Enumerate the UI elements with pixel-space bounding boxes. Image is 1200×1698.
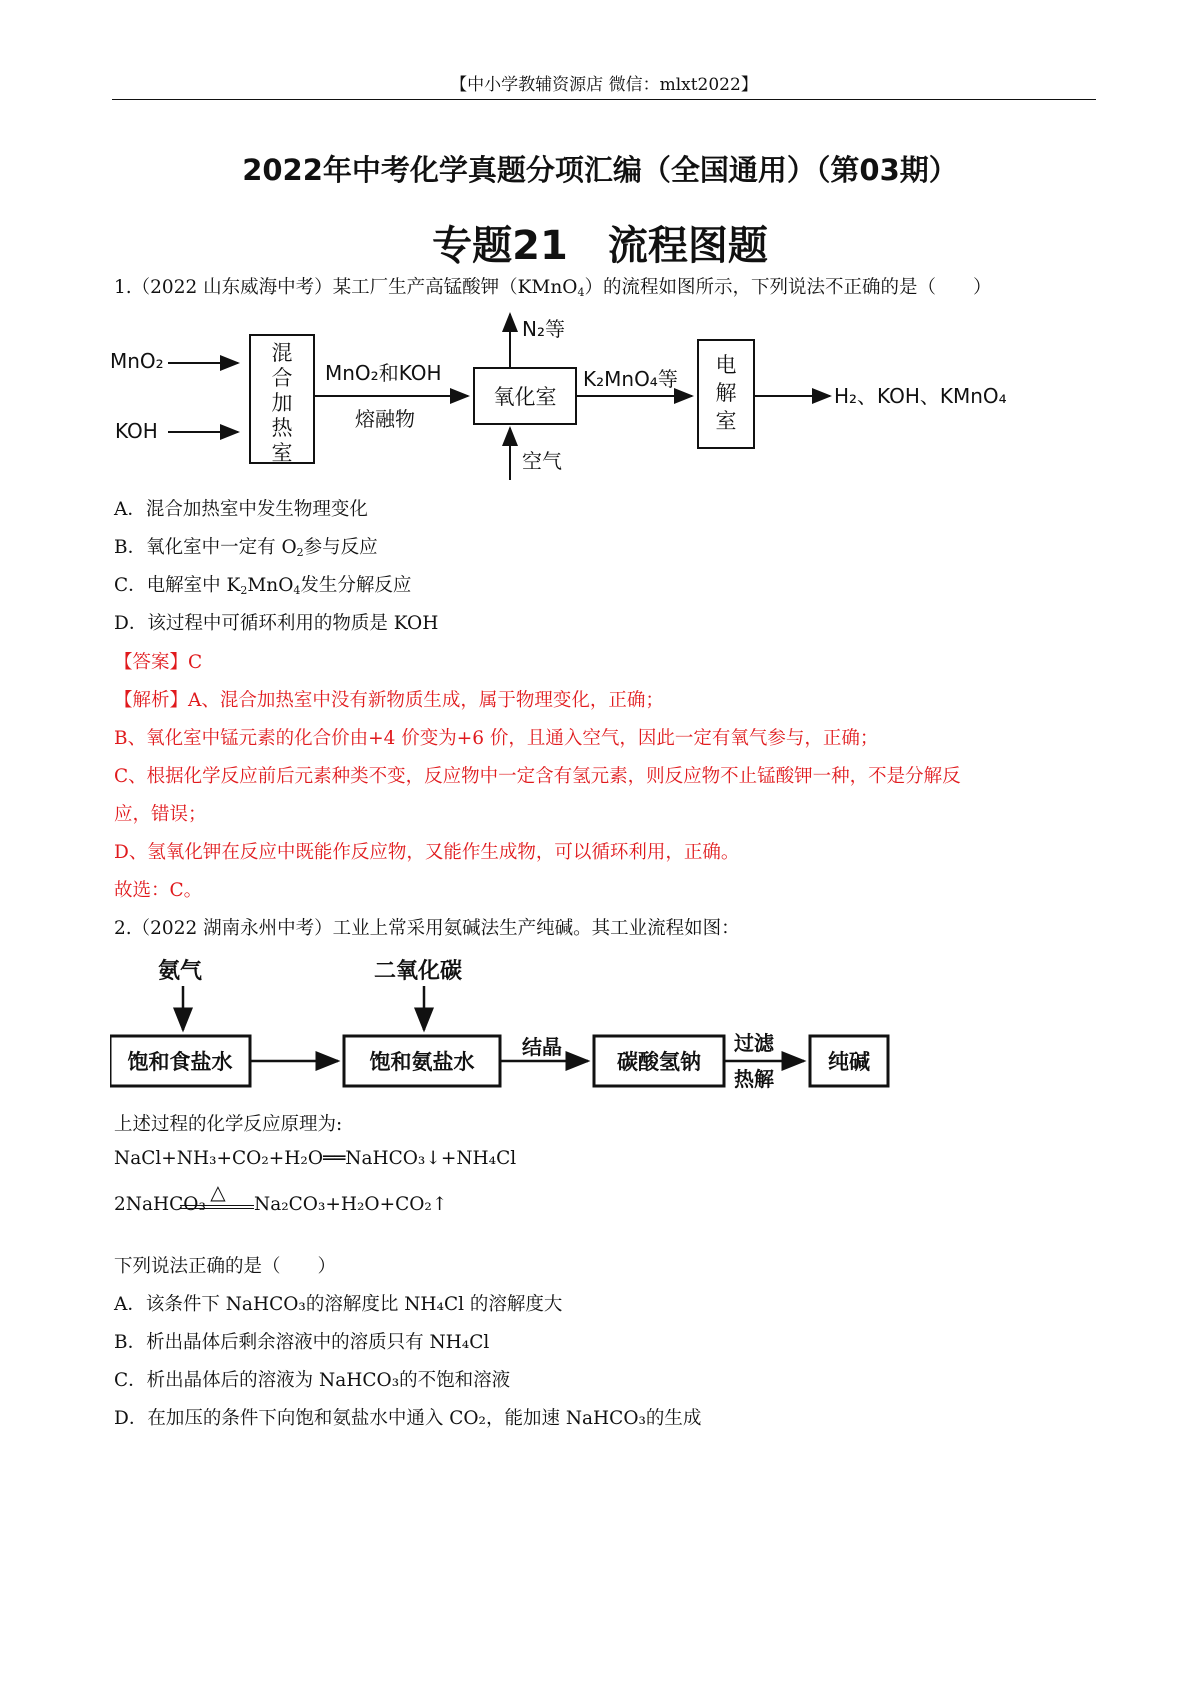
topic-name: 流程图题 <box>607 223 768 269</box>
q1-label-n2: N₂等 <box>522 317 565 341</box>
q2-label-crystallize: 结晶 <box>522 1035 562 1059</box>
eq2-left: 2NaHCO₃ <box>114 1194 206 1215</box>
q1-option-a: A．混合加热室中发生物理变化 <box>114 499 368 520</box>
q1-option-d: D．该过程中可循环利用的物质是 KOH <box>114 613 439 634</box>
q2-option-c: C．析出晶体后的溶液为 NaHCO₃的不饱和溶液 <box>114 1370 511 1391</box>
q1-box1-char: 加 <box>271 391 293 415</box>
q2-box2-label: 饱和氨盐水 <box>369 1050 475 1074</box>
q2-principle: 上述过程的化学反应原理为: <box>114 1114 343 1135</box>
q1-choice: 故选：C。 <box>114 880 203 901</box>
header-rule <box>112 99 1096 100</box>
q2-box4-label: 纯碱 <box>828 1050 870 1074</box>
q1-label-melt-top: MnO₂和KOH <box>325 361 442 385</box>
q2-stem: 2.（2022 湖南永州中考）工业上常采用氨碱法生产纯碱。其工业流程如图： <box>114 918 740 939</box>
q1-input-mno2: MnO₂ <box>110 349 164 373</box>
q1-box3-char: 电 <box>715 353 737 377</box>
q1-analysis-a: 【解析】A、混合加热室中没有新物质生成，属于物理变化，正确； <box>114 690 664 711</box>
q2-flow-diagram <box>110 950 910 1098</box>
q1-analysis-d: D、氢氧化钾在反应中既能作反应物，又能作生成物，可以循环利用，正确。 <box>114 842 740 863</box>
q1-label-melt-bottom: 熔融物 <box>355 407 415 431</box>
q2-option-a: A．该条件下 NaHCO₃的溶解度比 NH₄Cl 的溶解度大 <box>114 1294 563 1315</box>
q1-input-koh: KOH <box>115 419 158 443</box>
q2-input-ammonia: 氨气 <box>158 959 203 984</box>
q1-option-b: B．氧化室中一定有 $O_2$参与反应 <box>114 537 378 559</box>
q2-equation-1: NaCl+NH₃+CO₂+H₂O══NaHCO₃↓+NH₄Cl <box>114 1148 517 1169</box>
q1-option-c: C．电解室中 $K_2MnO_4$发生分解反应 <box>114 575 412 597</box>
q2-box3-label: 碳酸氢钠 <box>617 1050 701 1074</box>
q2-prompt: 下列说法正确的是（ ） <box>114 1256 337 1277</box>
q2-label-filter: 过滤 <box>734 1031 774 1055</box>
q2-input-co2: 二氧化碳 <box>374 959 463 984</box>
q1-analysis-c-cont: 应，错误； <box>114 804 207 825</box>
q2-label-pyrolysis: 热解 <box>734 1067 774 1091</box>
eq2-right: Na₂CO₃+H₂O+CO₂↑ <box>254 1194 448 1215</box>
q2-equation-2 <box>114 1180 1104 1224</box>
q1-label-k2mno4: K₂MnO₄等 <box>583 367 678 391</box>
q2-option-d: D．在加压的条件下向饱和氨盐水中通入 CO₂，能加速 NaHCO₃的生成 <box>114 1408 702 1429</box>
q2-option-b: B．析出晶体后剩余溶液中的溶质只有 NH₄Cl <box>114 1332 490 1353</box>
q1-flow-diagram <box>110 310 1010 485</box>
q1-label-air: 空气 <box>522 449 562 473</box>
topic-label: 专题21 <box>432 223 568 269</box>
q1-stem: 1.（2022 山东威海中考）某工厂生产高锰酸钾（KMnO$_4$）的流程如图所示，下列说法不正确的是（ ） <box>114 277 992 299</box>
q1-answer: 【答案】C <box>114 652 203 673</box>
q1-box3-char: 解 <box>715 381 737 405</box>
q1-box2-label: 氧化室 <box>493 385 557 409</box>
q1-box1-char: 室 <box>271 441 293 465</box>
q1-box1-char: 合 <box>271 366 293 390</box>
eq2-equals-sign <box>180 1205 254 1209</box>
doc-title: 2022年中考化学真题分项汇编（全国通用）（第03期） <box>242 153 958 187</box>
q2-box1-label: 饱和食盐水 <box>127 1050 233 1074</box>
topic-title <box>0 214 1200 271</box>
page-header: 【中小学教辅资源店 微信：mlxt2022】 <box>450 75 758 95</box>
q1-analysis-c: C、根据化学反应前后元素种类不变，反应物中一定含有氢元素，则反应物不止锰酸钾一种，不是分解反 <box>114 766 961 787</box>
eq2-condition: △ <box>210 1180 226 1204</box>
q1-box1-char: 热 <box>271 416 293 440</box>
q1-analysis-b: B、氧化室中锰元素的化合价由+4 价变为+6 价，且通入空气，因此一定有氧气参与，正确； <box>114 728 879 749</box>
q1-box3-char: 室 <box>715 409 737 433</box>
q1-box1-char: 混 <box>271 341 293 365</box>
q1-label-products: H₂、KOH、KMnO₄ <box>834 384 1007 408</box>
